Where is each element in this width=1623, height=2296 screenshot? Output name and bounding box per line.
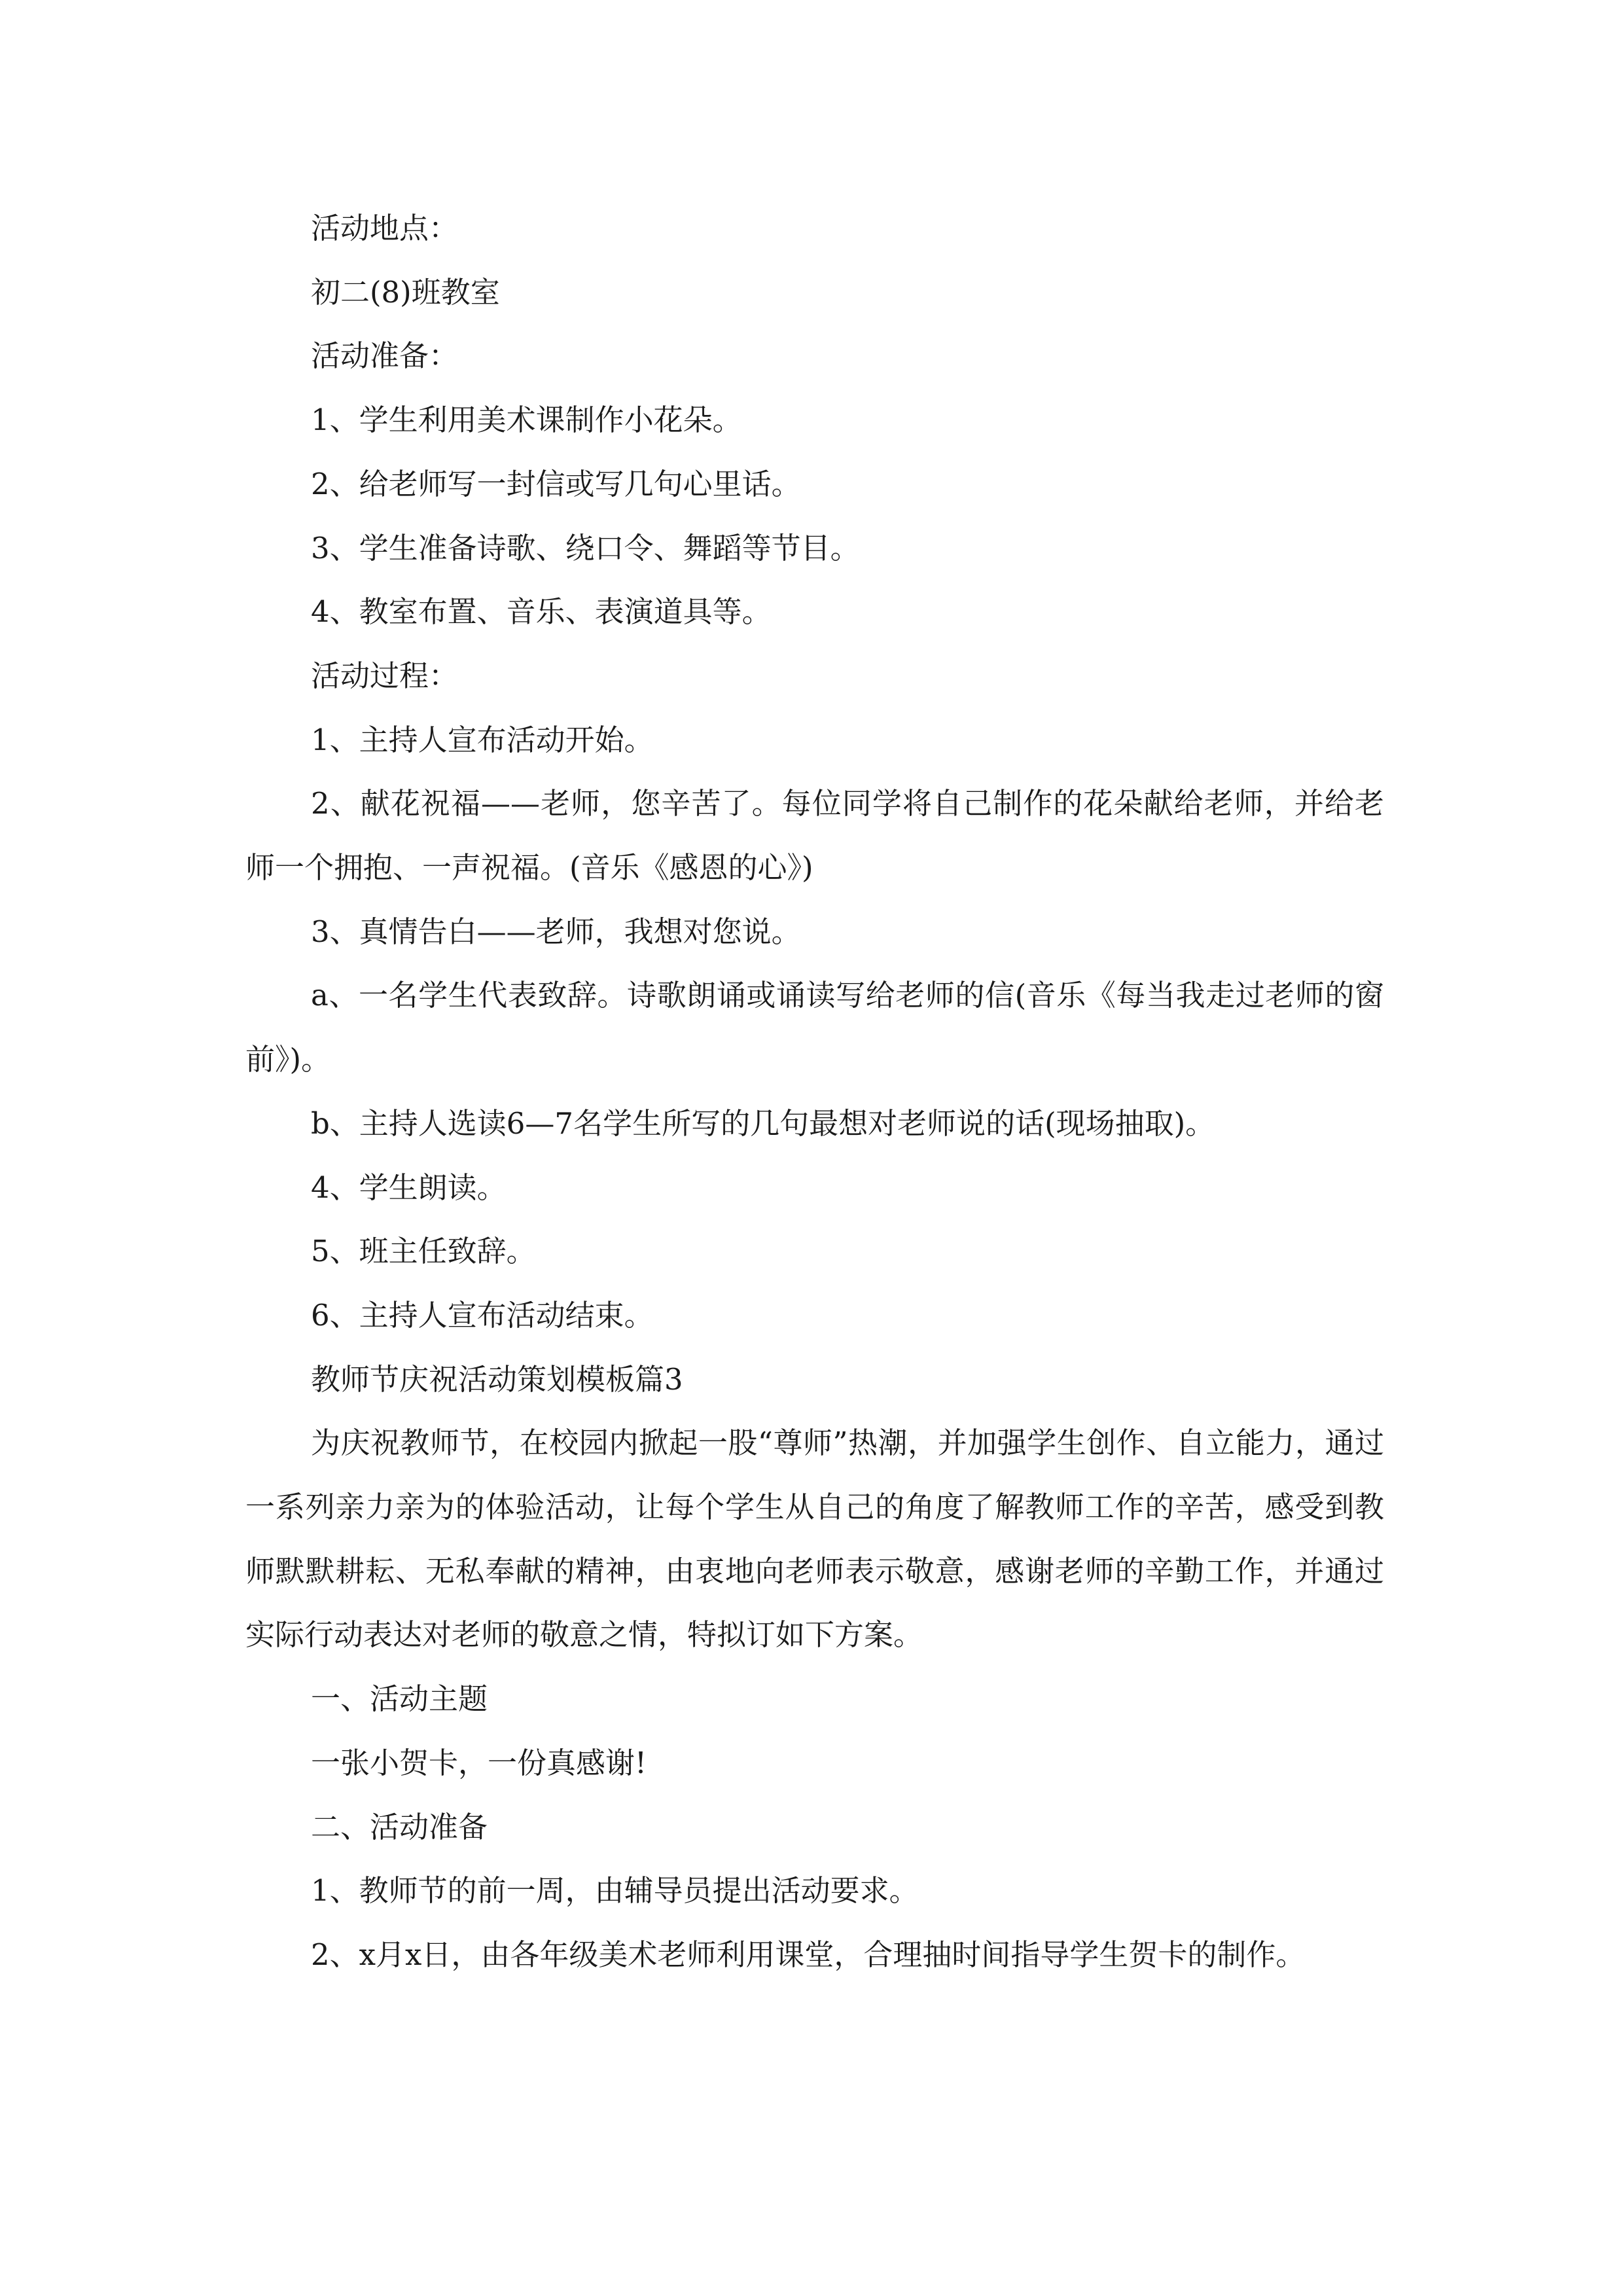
paragraph-process-heading: 活动过程： [311,658,459,693]
paragraph-process-item-1: 1、主持人宣布活动开始。 [311,722,654,757]
paragraph-introduction: 为庆祝教师节，在校园内掀起一股“尊师”热潮，并加强学生创作、自立能力，通过一系列亲力亲为的体验活动，让每个学生从自己的角度了解教师工作的辛苦，感受到教师默默耕耘、无私奉献的精神，由衷地向老师表示敬意，感谢老师的辛勤工作，并通过实际行动表达对老师的敬意之情，特拟订如下方案。 [245,1426,1384,1653]
paragraph-activity-preparation-heading: 二、活动准备 [311,1809,488,1844]
paragraph-preparation-item-4: 4、教室布置、音乐、表演道具等。 [311,594,772,630]
paragraph-venue: 初二(8)班教室 [311,274,500,310]
paragraph-process-item-3: 3、真情告白——老师，我想对您说。 [311,914,801,949]
paragraph-process-item-5: 5、班主任致辞。 [311,1234,536,1269]
paragraph-preparation-item-3: 3、学生准备诗歌、绕口令、舞蹈等节目。 [311,530,860,565]
paragraph-theme-heading: 一、活动主题 [311,1681,488,1717]
paragraph-preparation-item-1: 1、学生利用美术课制作小花朵。 [311,403,742,438]
paragraph-venue-heading: 活动地点： [311,211,459,245]
paragraph-process-item-3a: a、一名学生代表致辞。诗歌朗诵或诵读写给老师的信(音乐《每当我走过老师的窗前》)。 [245,978,1384,1077]
paragraph-process-item-2: 2、献花祝福——老师，您辛苦了。每位同学将自己制作的花朵献给老师，并给老师一个拥抱、一声祝福。(音乐《感恩的心》) [245,786,1384,886]
paragraph-process-item-6: 6、主持人宣布活动结束。 [311,1297,654,1333]
section-title: 教师节庆祝活动策划模板篇3 [311,1361,683,1397]
paragraph-activity-preparation-item-2: 2、x月x日，由各年级美术老师利用课堂，合理抽时间指导学生贺卡的制作。 [311,1937,1306,1972]
paragraph-process-item-3b: b、主持人选读6—7名学生所写的几句最想对老师说的话(现场抽取)。 [311,1105,1215,1141]
paragraph-process-item-4: 4、学生朗读。 [311,1170,507,1205]
document-body [245,196,1384,1987]
paragraph-preparation-heading: 活动准备： [311,338,459,374]
paragraph-preparation-item-2: 2、给老师写一封信或写几句心里话。 [311,466,801,501]
paragraph-activity-preparation-item-1: 1、教师节的前一周，由辅导员提出活动要求。 [311,1873,919,1909]
paragraph-theme: 一张小贺卡，一份真感谢! [311,1745,647,1780]
